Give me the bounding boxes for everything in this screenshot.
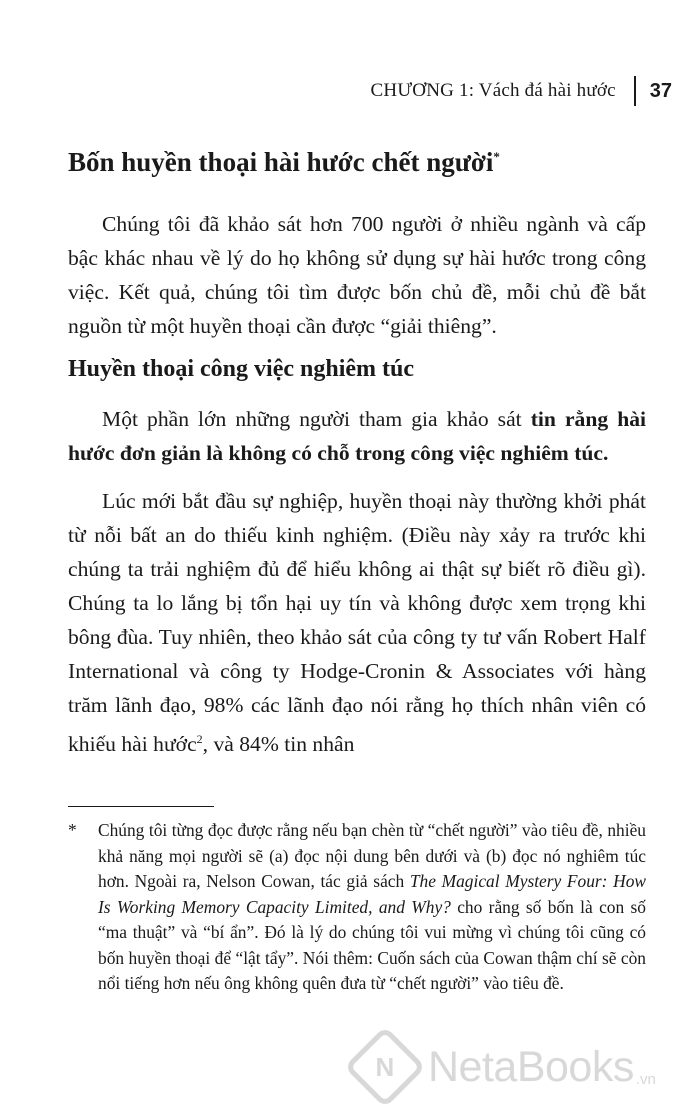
endnote-reference: 2	[196, 732, 203, 746]
watermark-logo-letter: N	[375, 1051, 395, 1082]
section-title	[68, 147, 500, 178]
paragraph-survey-tail: , và 84% tin nhân	[202, 732, 355, 757]
header-divider	[634, 76, 636, 106]
paragraph-survey-text: Lúc mới bắt đầu sự nghiệp, huyền thoại này thường khởi phát từ nỗi bất an do thiếu kinh nghiệm. (Điều này xảy ra trước khi chúng ta trải nghiệm đủ để hiểu không ai thật sự biết rõ điều gì). Chúng ta lo lắng bị tổn hại uy tín và không được xem trọng khi bông đùa. Tuy nhiên, theo khảo sát của công ty tư vấn Robert Half International và công ty Hodge-Cronin & Associates với hàng trăm lãnh đạo, 98% các lãnh đạo nói rằng họ thích nhân viên có khiếu hài hước	[68, 489, 646, 757]
footnote-part-2: cho rằng số bốn là con số “ma thuật” và “bí ẩn”. Đó là lý do chúng tôi vui mừng vì chúng tôi cũng có bốn huyền thoại để “lật tẩy”. Nói thêm: Cuốn sách của Cowan thậm chí sẽ còn nổi tiếng hơn nếu ông không quên đưa từ “chết người” vào tiêu đề.	[98, 896, 646, 993]
paragraph-myth-lead: Một phần lớn những người tham gia khảo sát	[102, 407, 531, 431]
title-footnote-mark: *	[493, 149, 500, 164]
chapter-title: CHƯƠNG 1: Vách đá hài hước	[370, 80, 616, 101]
subsection-heading: Huyền thoại công việc nghiêm túc	[68, 356, 414, 382]
footnote-divider	[68, 806, 214, 807]
paragraph-myth-bold: tin rằng hài hước đơn giản là không có chỗ trong công việc nghiêm túc.	[68, 407, 646, 465]
footnote-book-title: The Magical Mystery Four: How Is Working Memory Capacity Limited, and Why?	[98, 871, 646, 917]
watermark-logo-icon	[344, 1026, 426, 1108]
footnote-mark: *	[68, 820, 77, 840]
running-header	[371, 76, 672, 106]
paragraph-myth-claim	[68, 402, 646, 470]
paragraph-survey	[68, 484, 646, 761]
watermark	[356, 1038, 656, 1096]
watermark-text: NetaBooks	[428, 1042, 634, 1091]
watermark-suffix: .vn	[635, 1071, 656, 1088]
footnote-text	[98, 818, 646, 997]
footnote	[68, 818, 646, 997]
footnote-part-1: Chúng tôi từng đọc được rằng nếu bạn chèn từ “chết người” vào tiêu đề, nhiều khả năng mọi người sẽ (a) đọc nội dung bên dưới và (b) đọc nó nghiêm túc hơn. Ngoài ra, Nelson Cowan, tác giả sách	[98, 820, 646, 891]
page-number: 37	[649, 79, 672, 102]
paragraph-intro: Chúng tôi đã khảo sát hơn 700 người ở nhiều ngành và cấp bậc khác nhau về lý do họ không sử dụng sự hài hước trong công việc. Kết quả, chúng tôi tìm được bốn chủ đề, mỗi chủ đề bắt nguồn từ một huyền thoại cần được “giải thiêng”.	[68, 212, 646, 338]
section-title-text: Bốn huyền thoại hài hước chết người	[68, 147, 494, 177]
